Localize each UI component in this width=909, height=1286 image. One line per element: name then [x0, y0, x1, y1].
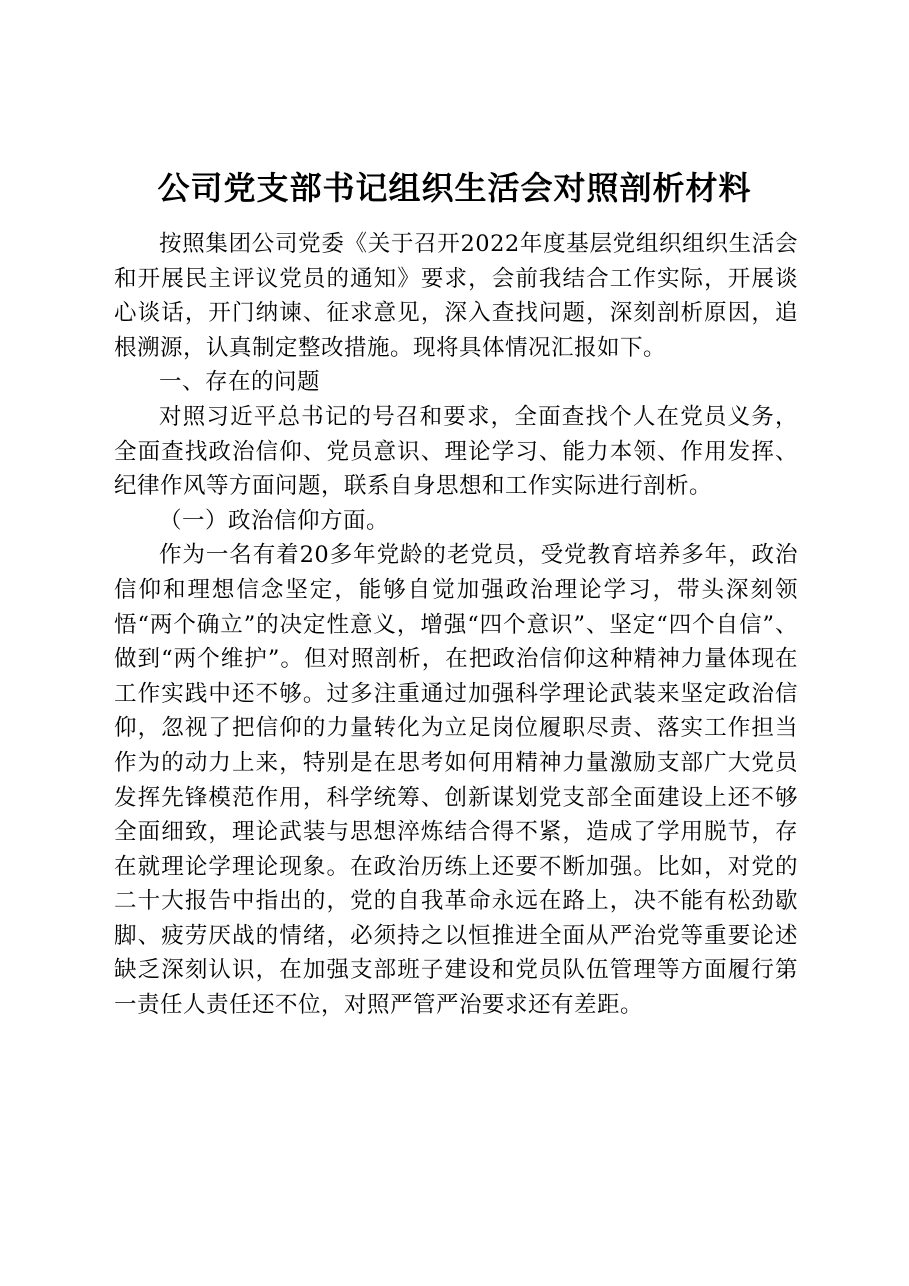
subsection-heading-political-belief: （一）政治信仰方面。	[159, 507, 390, 534]
document-title: 公司党支部书记组织生活会对照剖析材料	[157, 169, 752, 207]
political-belief-paragraph: 作为一名有着20多年党龄的老党员，受党教育培养多年，政治信仰和理想信念坚定，能够自觉加强政治理论学习，带头深刻领悟“两个确立”的决定性意义，增强“四个意识”、坚定“四个自信”、做到“两个维护”。但对照剖析，在把政治信仰这种精神力量体现在工作实践中还不够。过多注重通过加强科学理论武装来坚定政治信仰，忽视了把信仰的力量转化为立足岗位履职尽责、落实工作担当作为的动力上来，特别是在思考如何用精神力量激励支部广大党员发挥先锋模范作用，科学统筹、创新谋划党支部全面建设上还不够全面细致，理论武装与思想淬炼结合得不紧，造成了学用脱节，存在就理论学理论现象。在政治历练上还要不断加强。比如，对党的二十大报告中指出的，党的自我革命永远在路上，决不能有松劲歇脚、疲劳厌战的情绪，必须持之以恒推进全面从严治党等重要论述缺乏深刻认识，在加强支部班子建设和党员队伍管理等方面履行第一责任人责任还不位，对照严管严治要求还有差距。	[114, 542, 798, 1019]
document-body	[114, 227, 798, 1023]
overview-paragraph: 对照习近平总书记的号召和要求，全面查找个人在党员义务，全面查找政治信仰、党员意识、理论学习、能力本领、作用发挥、纪律作风等方面问题，联系自身思想和工作实际进行剖析。	[114, 403, 798, 500]
intro-paragraph: 按照集团公司党委《关于召开2022年度基层党组织组织生活会和开展民主评议党员的通知》要求，会前我结合工作实际，开展谈心谈话，开门纳谏、征求意见，深入查找问题，深刻剖析原因，追根溯源，认真制定整改措施。现将具体情况汇报如下。	[114, 231, 798, 361]
section-heading-problems: 一、存在的问题	[159, 369, 321, 396]
